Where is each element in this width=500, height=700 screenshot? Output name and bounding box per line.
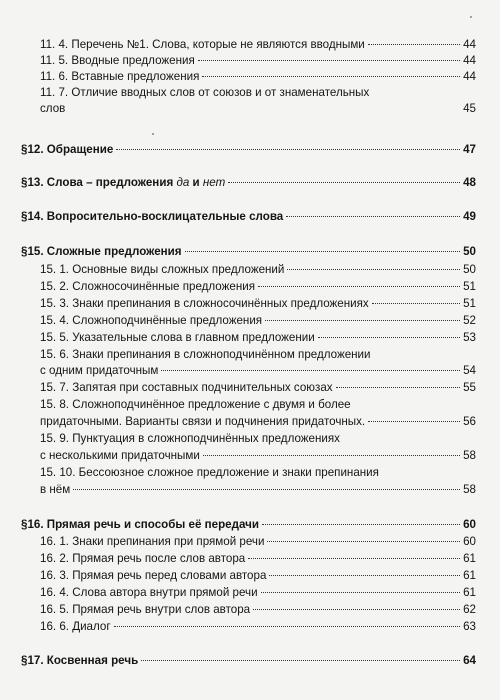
toc-entry-15-7 bbox=[40, 381, 476, 395]
toc-entry-title: 15. 8. Сложноподчинённое предложение с двумя и более bbox=[40, 398, 351, 411]
toc-entry-page: 61 bbox=[463, 552, 476, 565]
toc-entry-page: 54 bbox=[463, 364, 476, 377]
toc-entry-15-5 bbox=[40, 331, 476, 345]
toc-entry-page: 63 bbox=[463, 620, 476, 633]
dot-leader bbox=[198, 60, 460, 61]
toc-entry-title: 16. 6. Диалог bbox=[40, 620, 111, 633]
dot-leader bbox=[286, 216, 460, 217]
toc-entry-continuation: слов bbox=[40, 102, 66, 115]
dot-leader bbox=[269, 575, 460, 576]
dot-leader bbox=[73, 489, 460, 490]
toc-section-title: §15. Сложные предложения bbox=[21, 245, 182, 258]
toc-entry-title: 11. 5. Вводные предложения bbox=[40, 54, 195, 67]
toc-entry-title: 16. 1. Знаки препинания при прямой речи bbox=[40, 535, 265, 548]
dot-leader bbox=[161, 370, 460, 371]
print-speck bbox=[470, 16, 472, 18]
toc-entry-title: 15. 5. Указательные слова в главном предложении bbox=[40, 331, 315, 344]
toc-entry-title: 15. 6. Знаки препинания в сложноподчинённом предложении bbox=[40, 348, 371, 361]
dot-leader bbox=[267, 541, 460, 542]
toc-entry-16-3 bbox=[40, 569, 476, 583]
toc-entry-16-1 bbox=[40, 535, 476, 549]
toc-entry-title: 15. 7. Запятая при составных подчинительных союзах bbox=[40, 381, 333, 394]
toc-entry-page: 58 bbox=[463, 483, 476, 496]
toc-entry-title: 15. 9. Пунктуация в сложноподчинённых предложениях bbox=[40, 432, 340, 445]
toc-entry-title: 16. 2. Прямая речь после слов автора bbox=[40, 552, 246, 565]
toc-entry-page: 51 bbox=[463, 280, 476, 293]
toc-section-page: 50 bbox=[463, 245, 476, 258]
toc-entry-15-9 bbox=[40, 449, 476, 463]
toc-section-12 bbox=[21, 143, 476, 157]
toc-section-title: §17. Косвенная речь bbox=[21, 654, 139, 667]
dot-leader bbox=[372, 303, 460, 304]
toc-entry-page: 61 bbox=[463, 586, 476, 599]
dot-leader bbox=[185, 251, 461, 252]
dot-leader bbox=[248, 558, 460, 559]
toc-entry-15-10-title bbox=[40, 466, 476, 480]
toc-entry-11-5 bbox=[40, 54, 476, 68]
toc-section-title: §14. Вопросительно-восклицательные слова bbox=[21, 210, 284, 223]
toc-section-page: 64 bbox=[463, 654, 476, 667]
dot-leader bbox=[368, 44, 460, 45]
toc-entry-page: 58 bbox=[463, 449, 476, 462]
dot-leader bbox=[114, 626, 461, 627]
toc-section-title: §12. Обращение bbox=[21, 143, 114, 156]
toc-section-page: 49 bbox=[463, 210, 476, 223]
toc-entry-15-10 bbox=[40, 483, 476, 497]
dot-leader bbox=[253, 609, 460, 610]
toc-entry-11-6 bbox=[40, 70, 476, 84]
toc-entry-title: 11. 7. Отличие вводных слов от союзов и от знаменательных bbox=[40, 86, 370, 99]
dot-leader bbox=[261, 592, 461, 593]
toc-title-italic: нет bbox=[202, 176, 226, 189]
toc-entry-15-6-title bbox=[40, 348, 476, 362]
toc-entry-continuation: придаточными. Варианты связи и подчинения придаточных. bbox=[40, 415, 366, 428]
toc-entry-title: 15. 1. Основные виды сложных предложений bbox=[40, 263, 285, 276]
toc-entry-15-1 bbox=[40, 263, 476, 277]
toc-entry-11-7 bbox=[40, 102, 476, 116]
toc-entry-page: 52 bbox=[463, 314, 476, 327]
dot-leader bbox=[368, 421, 460, 422]
toc-section-17 bbox=[21, 654, 476, 668]
dot-leader bbox=[116, 149, 460, 150]
toc-section-16 bbox=[21, 518, 476, 532]
toc-title-italic: да bbox=[176, 176, 190, 189]
dot-leader bbox=[228, 182, 460, 183]
toc-entry-title: 16. 4. Слова автора внутри прямой речи bbox=[40, 586, 258, 599]
toc-entry-page: 56 bbox=[463, 415, 476, 428]
toc-entry-15-4 bbox=[40, 314, 476, 328]
toc-entry-page: 61 bbox=[463, 569, 476, 582]
toc-entry-page: 44 bbox=[463, 38, 476, 51]
toc-section-page: 47 bbox=[463, 143, 476, 156]
dot-leader bbox=[68, 108, 460, 109]
toc-entry-15-8-title bbox=[40, 398, 476, 412]
toc-entry-16-6 bbox=[40, 620, 476, 634]
dot-leader bbox=[336, 387, 461, 388]
toc-entry-15-2 bbox=[40, 280, 476, 294]
toc-entry-11-4 bbox=[40, 38, 476, 52]
toc-entry-page: 55 bbox=[463, 381, 476, 394]
toc-entry-title: 15. 2. Сложносочинённые предложения bbox=[40, 280, 255, 293]
toc-entry-16-5 bbox=[40, 603, 476, 617]
dot-leader bbox=[258, 286, 460, 287]
toc-section-page: 48 bbox=[463, 176, 476, 189]
toc-entry-title: 16. 5. Прямая речь внутри слов автора bbox=[40, 603, 251, 616]
toc-entry-page: 44 bbox=[463, 54, 476, 67]
toc-section-title bbox=[21, 176, 225, 190]
toc-entry-title: 11. 6. Вставные предложения bbox=[40, 70, 200, 83]
toc-title-part: и bbox=[189, 176, 203, 189]
dot-leader bbox=[265, 320, 460, 321]
toc-entry-page: 53 bbox=[463, 331, 476, 344]
toc-entry-continuation: с одним придаточным bbox=[40, 364, 159, 377]
toc-entry-page: 44 bbox=[463, 70, 476, 83]
toc-entry-16-4 bbox=[40, 586, 476, 600]
toc-entry-11-7-title bbox=[40, 86, 476, 100]
toc-entry-page: 45 bbox=[463, 102, 476, 115]
toc-entry-continuation: с несколькими придаточными bbox=[40, 449, 200, 462]
dot-leader bbox=[287, 269, 460, 270]
toc-entry-title: 16. 3. Прямая речь перед словами автора bbox=[40, 569, 267, 582]
toc-entry-15-3 bbox=[40, 297, 476, 311]
toc-section-15 bbox=[21, 245, 476, 259]
toc-entry-title: 15. 10. Бессоюзное сложное предложение и знаки препинания bbox=[40, 466, 379, 479]
dot-leader bbox=[262, 524, 460, 525]
dot-leader bbox=[141, 660, 460, 661]
toc-entry-page: 51 bbox=[463, 297, 476, 310]
toc-entry-title: 15. 3. Знаки препинания в сложносочинённых предложениях bbox=[40, 297, 369, 310]
toc-entry-title: 15. 4. Сложноподчинённые предложения bbox=[40, 314, 263, 327]
toc-section-13 bbox=[21, 176, 476, 190]
toc-entry-15-9-title bbox=[40, 432, 476, 446]
toc-section-page: 60 bbox=[463, 518, 476, 531]
dot-leader bbox=[203, 455, 460, 456]
print-speck bbox=[152, 133, 154, 135]
toc-section-title: §16. Прямая речь и способы её передачи bbox=[21, 518, 260, 531]
toc-entry-15-6 bbox=[40, 364, 476, 378]
toc-entry-16-2 bbox=[40, 552, 476, 566]
toc-entry-continuation: в нём bbox=[40, 483, 71, 496]
dot-leader bbox=[202, 76, 460, 77]
toc-entry-page: 62 bbox=[463, 603, 476, 616]
toc-entry-page: 60 bbox=[463, 535, 476, 548]
toc-entry-title: 11. 4. Перечень №1. Слова, которые не являются вводными bbox=[40, 38, 365, 51]
toc-title-part: §13. Слова – предложения bbox=[21, 176, 177, 189]
toc-entry-15-8 bbox=[40, 415, 476, 429]
toc-section-14 bbox=[21, 210, 476, 224]
dot-leader bbox=[318, 337, 460, 338]
toc-entry-page: 50 bbox=[463, 263, 476, 276]
